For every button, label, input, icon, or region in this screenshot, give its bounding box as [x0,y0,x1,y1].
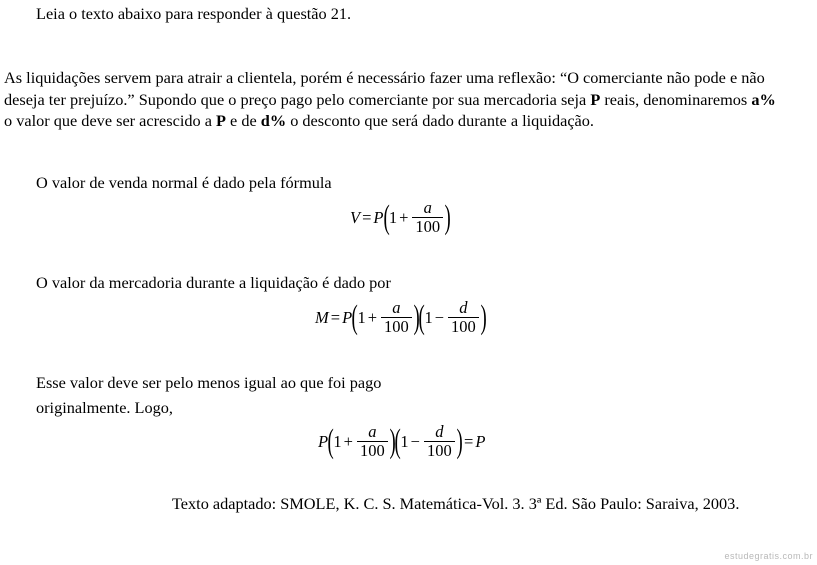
fraction-denominator: 100 [357,441,388,460]
formula-igualdade-one-1: 1 [333,431,342,451]
paragraph-text-5: o desconto que será dado durante a liquidação. [286,111,594,130]
paragraph-text-1: As liquidações servem para atrair a clientela, porém é necessário fazer uma reflexão: “O comerciante não pode e não deseja ter prejuízo.” Supondo que o preço pago pelo comerciante por sua mercadoria seja [4,68,765,109]
formula-liquidacao [315,299,486,336]
formula-liquidacao-minus: − [434,307,445,327]
formula-igualdade-one-2: 1 [400,431,409,451]
esse-line-1: Esse valor deve ser pelo menos igual ao que foi pago [36,373,382,392]
formula-venda-plus: + [399,207,409,227]
open-paren: ( [327,422,334,460]
formula-venda-one: 1 [388,207,398,227]
formula-venda-lhs: V [350,207,361,227]
formula-liquidacao-eq: = [330,307,341,327]
fraction-denominator: 100 [448,317,479,336]
formula-liquidacao-plus: + [367,307,378,327]
formula-igualdade-p: P [318,431,329,451]
formula-igualdade-plus: + [343,431,353,451]
esse-line-2: originalmente. Logo, [36,398,173,417]
close-paren: ) [480,298,487,336]
venda-line: O valor de venda normal é dado pela fórmula [36,173,332,192]
formula-venda-eq: = [362,207,372,227]
liquidacao-line: O valor da mercadoria durante a liquidação é dado por [36,273,391,292]
formula-venda-p: P [373,207,384,227]
fraction-denominator: 100 [381,317,412,336]
fraction-d-100 [424,423,455,460]
paragraph-bold-d: d% [260,111,287,130]
formula-igualdade-rhs: P [475,431,486,451]
fraction-d-100 [448,299,479,336]
fraction-numerator: a [368,422,377,441]
paragraph-bold-a: a% [751,89,776,109]
formula-liquidacao-p: P [342,307,353,327]
intro-line: Leia o texto abaixo para responder à questão 21. [36,4,352,23]
close-paren: ) [444,198,451,236]
paragraph-text-4: e de [225,111,261,130]
formula-igualdade-eq: = [464,431,474,451]
close-paren: ) [389,422,396,460]
paragraph-text-2: reais, denominaremos [600,89,752,109]
fraction-a-100 [412,199,443,236]
close-paren: ) [456,422,463,460]
fraction-denominator: 100 [424,441,455,460]
open-paren: ( [351,298,358,336]
open-paren: ( [383,198,390,236]
formula-igualdade [318,423,485,460]
paragraph-text-3: o valor que deve ser acrescido a [4,111,217,130]
close-paren: ) [413,298,420,336]
formula-liquidacao-one-2: 1 [424,307,433,327]
watermark: estudegratis.com.br [724,551,813,561]
main-paragraph [4,67,784,132]
open-paren: ( [394,422,401,460]
formula-venda [350,199,450,236]
fraction-a-100 [381,299,412,336]
fraction-denominator: 100 [412,217,443,236]
fraction-numerator: a [392,298,401,317]
paragraph-bold-p2: P [216,111,226,130]
formula-igualdade-minus: − [410,431,420,451]
fraction-numerator: d [435,422,444,441]
fraction-numerator: d [459,298,468,317]
formula-liquidacao-lhs: M [315,307,329,327]
fraction-numerator: a [423,198,432,217]
source-citation: Texto adaptado: SMOLE, K. C. S. Matemática-Vol. 3. 3ª Ed. São Paulo: Saraiva, 2003. [172,494,740,513]
open-paren: ( [418,298,425,336]
fraction-a-100 [357,423,388,460]
formula-liquidacao-one-1: 1 [357,307,366,327]
paragraph-bold-p: P [590,89,601,109]
